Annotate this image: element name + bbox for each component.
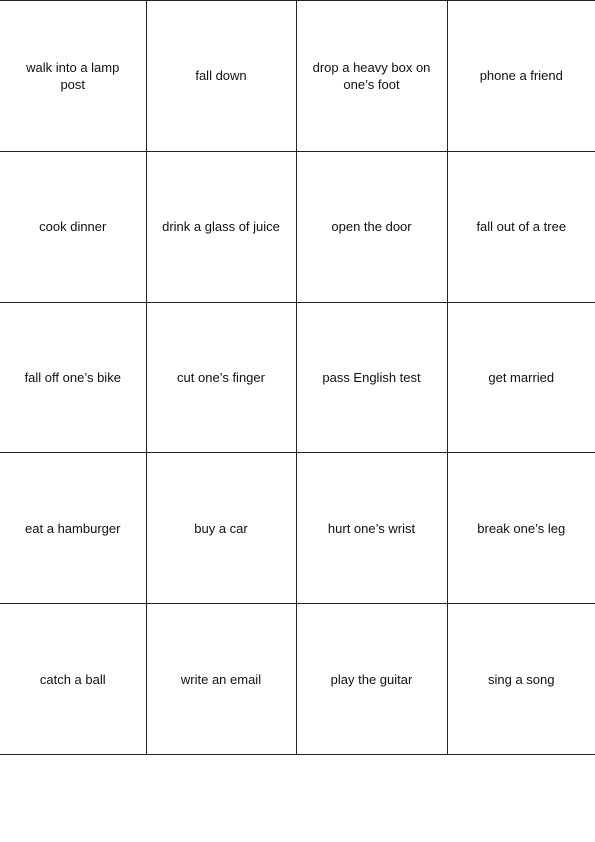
card-text: get married — [488, 369, 555, 385]
card-row — [0, 453, 595, 604]
card-cell — [146, 1, 296, 152]
card-text: open the door — [331, 219, 412, 235]
card-cell — [296, 1, 447, 152]
card-text: hurt one’s wrist — [327, 520, 416, 536]
card-row — [0, 302, 595, 453]
card-cell — [447, 302, 595, 453]
card-text: play the guitar — [330, 671, 413, 687]
card-text: phone a friend — [479, 68, 563, 84]
card-cell — [0, 151, 146, 302]
card-cell — [146, 302, 296, 453]
card-cell — [296, 453, 447, 604]
card-cell — [447, 453, 595, 604]
card-text: buy a car — [194, 520, 248, 536]
card-text: catch a ball — [39, 671, 106, 687]
card-cell — [447, 1, 595, 152]
card-text: cook dinner — [39, 219, 107, 235]
card-cell — [447, 604, 595, 755]
card-text: drink a glass of juice — [162, 219, 280, 235]
card-text: break one’s leg — [477, 520, 566, 536]
card-text: pass English test — [322, 369, 421, 385]
card-cell — [0, 1, 146, 152]
card-row — [0, 604, 595, 755]
card-cell — [0, 453, 146, 604]
card-cell — [146, 151, 296, 302]
card-cell — [296, 604, 447, 755]
card-text: walk into a lamp post — [26, 59, 120, 92]
card-row — [0, 151, 595, 302]
card-cell — [0, 302, 146, 453]
card-cell — [146, 453, 296, 604]
card-text: fall off one’s bike — [24, 369, 121, 385]
card-cell — [146, 604, 296, 755]
card-text: cut one’s finger — [177, 369, 265, 385]
card-text: write an email — [180, 671, 262, 687]
card-text: eat a hamburger — [25, 520, 121, 536]
card-row — [0, 1, 595, 152]
card-cell — [447, 151, 595, 302]
card-cell — [296, 151, 447, 302]
card-text: sing a song — [488, 671, 555, 687]
card-text: fall out of a tree — [476, 219, 567, 235]
card-text: fall down — [195, 68, 247, 84]
card-cell — [0, 604, 146, 755]
card-cell — [296, 302, 447, 453]
card-text: drop a heavy box on one’s foot — [312, 59, 431, 92]
